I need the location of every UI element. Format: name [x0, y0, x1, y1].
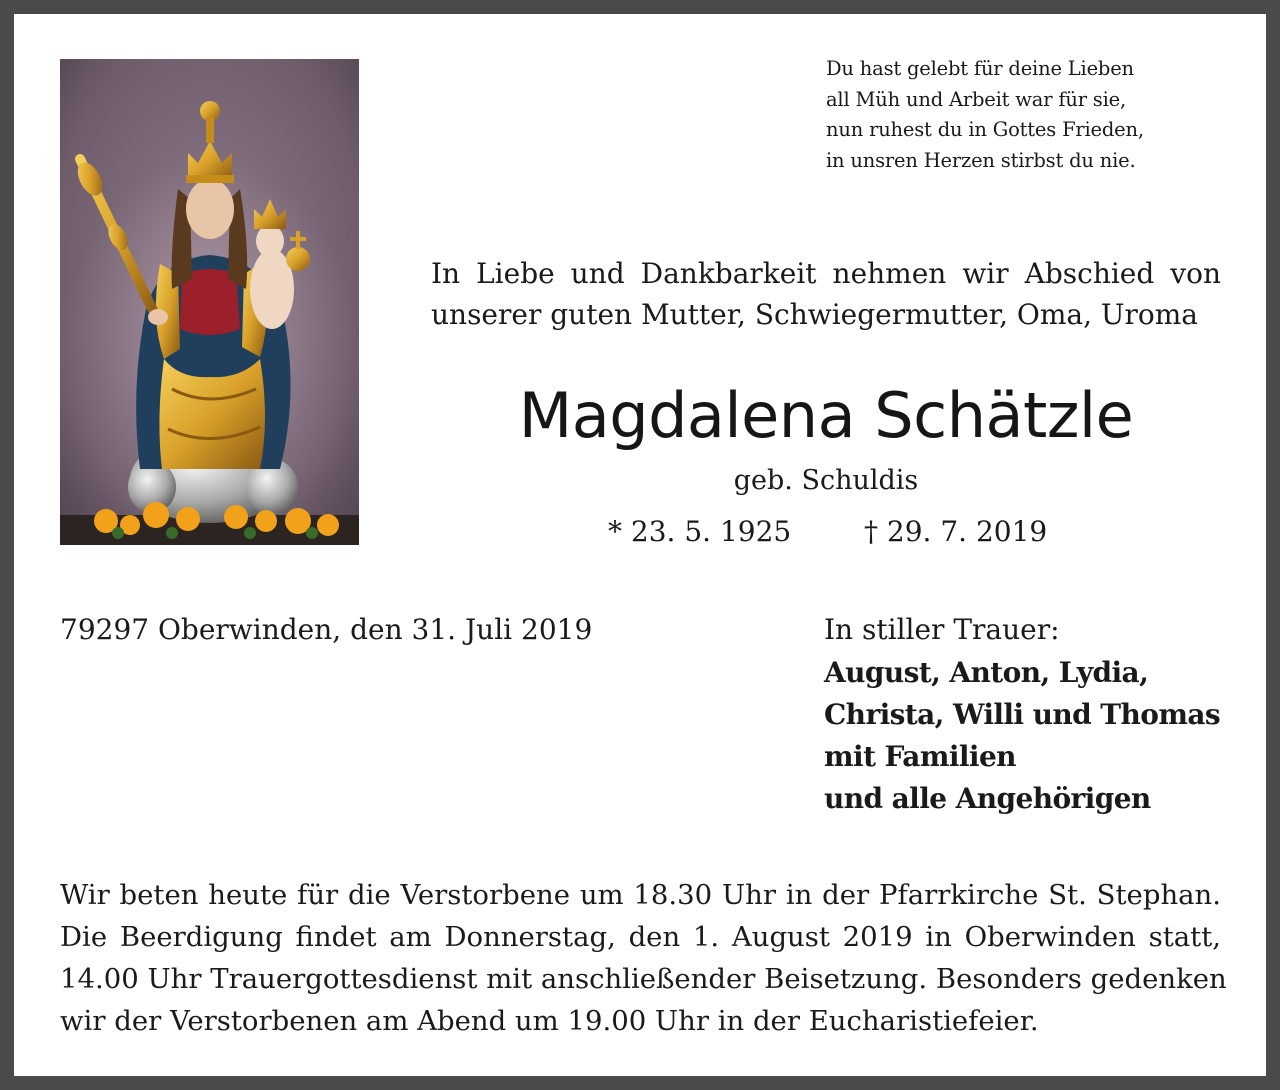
- notice-line: Wir beten heute für die Verstorbene um 18.30 Uhr in der Pfarrkirche St. Stephan.: [60, 879, 1221, 911]
- notice-line: wir der Verstorbenen am Abend um 19.00 Uhr in der Eucharistiefeier.: [60, 1005, 1039, 1037]
- poem-line: in unsren Herzen stirbst du nie.: [826, 148, 1136, 172]
- place-date: 79297 Oberwinden, den 31. Juli 2019: [60, 613, 593, 646]
- notice-line: Die Beerdigung findet am Donnerstag, den 1. August 2019 in Oberwinden statt,: [60, 921, 1221, 953]
- intro-line: unserer guten Mutter, Schwiegermutter, Oma, Uroma: [431, 298, 1198, 331]
- poem: [826, 54, 1246, 176]
- mourners-list: [824, 652, 1220, 820]
- madonna-statue-icon: [60, 59, 359, 545]
- mourner-line: August, Anton, Lydia,: [824, 656, 1149, 689]
- maiden-name: geb. Schuldis: [733, 465, 919, 496]
- birth-date: * 23. 5. 1925: [608, 515, 792, 548]
- deceased-name: Magdalena Schätzle: [518, 379, 1134, 452]
- mourner-line: und alle Angehörigen: [824, 782, 1151, 815]
- poem-line: nun ruhest du in Gottes Frieden,: [826, 118, 1144, 141]
- obituary-card: [14, 14, 1266, 1076]
- poem-line: all Müh und Arbeit war für sie,: [826, 87, 1126, 111]
- death-date: † 29. 7. 2019: [864, 515, 1048, 548]
- mourner-line: mit Familien: [824, 740, 1016, 773]
- intro-line: In Liebe und Dankbarkeit nehmen wir Abschied von: [431, 257, 1221, 290]
- intro-text: [431, 253, 1221, 335]
- mourners-label: In stiller Trauer:: [824, 613, 1060, 646]
- service-notice: [60, 874, 1227, 1042]
- notice-line: 14.00 Uhr Trauergottesdienst mit anschließender Beisetzung. Besonders gedenken: [60, 963, 1227, 995]
- poem-line: Du hast gelebt für deine Lieben: [826, 57, 1134, 80]
- mourner-line: Christa, Willi und Thomas: [824, 698, 1221, 731]
